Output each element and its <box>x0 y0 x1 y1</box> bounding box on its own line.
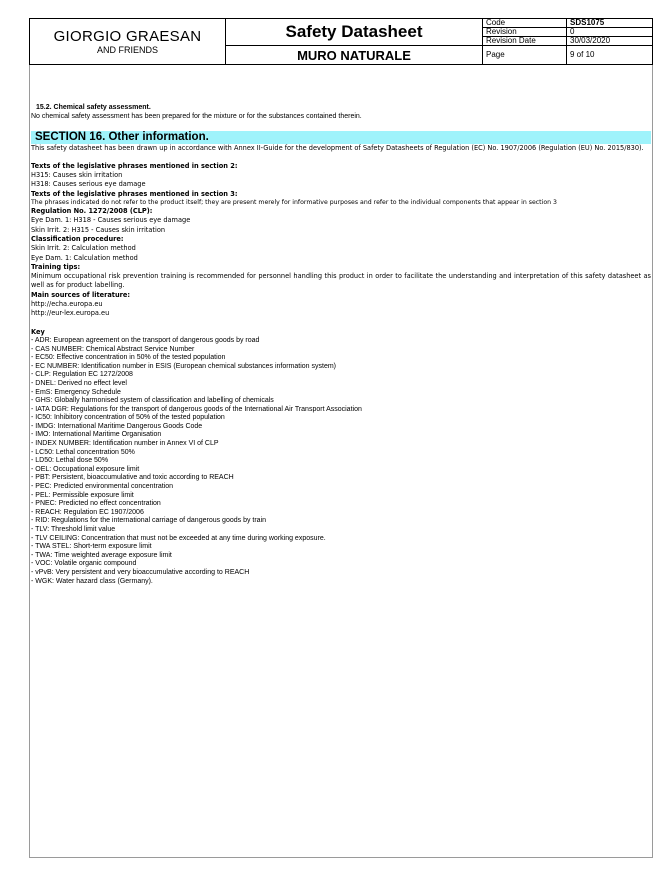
phrase-h315: H315: Causes skin irritation <box>31 171 123 180</box>
section-16-heading: SECTION 16. Other information. <box>31 131 651 144</box>
meta-revision-value: 0 <box>567 28 653 37</box>
meta-revision-date-label: Revision Date <box>483 37 567 46</box>
key-item: - TWA: Time weighted average exposure limit <box>31 551 172 559</box>
section-15-2-text: No chemical safety assessment has been prepared for the mixture or for the substances contained therein. <box>31 113 362 121</box>
key-item: - PEL: Permissible exposure limit <box>31 491 134 499</box>
meta-revision-label: Revision <box>483 28 567 37</box>
key-item: - GHS: Globally harmonised system of classification and labelling of chemicals <box>31 397 274 405</box>
meta-code-value: SDS1075 <box>567 19 653 28</box>
key-item: - RID: Regulations for the international carriage of dangerous goods by train <box>31 517 267 525</box>
meta-code-label: Code <box>483 19 567 28</box>
key-item: - CLP: Regulation EC 1272/2008 <box>31 371 133 379</box>
key-item: - WGK: Water hazard class (Germany). <box>31 577 153 585</box>
clp-item: Eye Dam. 1: H318 - Causes serious eye damage <box>31 216 191 225</box>
key-item: - IC50: Inhibitory concentration of 50% of the tested population <box>31 414 225 422</box>
key-item: - vPvB: Very persistent and very bioaccumulative according to REACH <box>31 568 250 576</box>
key-item: - LC50: Lethal concentration 50% <box>31 448 135 456</box>
phrases3-text: The phrases indicated do not refer to the product itself; they are present merely for informative purposes and refer to the individual components that appear in section 3 <box>31 199 557 207</box>
key-item: - VOC: Volatile organic compound <box>31 560 137 568</box>
literature-title: Main sources of literature: <box>31 290 131 299</box>
company-cell <box>30 19 226 65</box>
key-item: - TLV CEILING: Concentration that must not be exceeded at any time during working exposure. <box>31 534 326 542</box>
key-item: - LD50: Lethal dose 50% <box>31 457 109 465</box>
key-title: Key <box>31 327 45 336</box>
clp-title: Regulation No. 1272/2008 (CLP): <box>31 207 153 216</box>
key-item: - ADR: European agreement on the transport of dangerous goods by road <box>31 336 260 344</box>
key-item: - INDEX NUMBER: Identification number in Annex VI of CLP <box>31 440 219 448</box>
key-list <box>31 337 651 586</box>
key-item: - TLV: Threshold limit value <box>31 526 116 533</box>
meta-page-label: Page <box>483 46 567 65</box>
training-title: Training tips: <box>31 262 81 271</box>
product-name: MURO NATURALE <box>226 46 483 65</box>
meta-page-value: 9 of 10 <box>567 46 653 65</box>
company-name: GIORGIO GRAESAN <box>53 27 202 45</box>
literature-link: http://echa.europa.eu <box>31 300 103 309</box>
key-item: - REACH: Regulation EC 1907/2006 <box>31 508 144 516</box>
section-16-intro: This safety datasheet has been drawn up in accordance with Annex II-Guide for the development of Safety Datasheets of Regulation (EC) No. 1907/2006 (Regulation (EU) No. 2015/830). <box>31 143 644 152</box>
key-item: - DNEL: Derived no effect level <box>31 379 127 387</box>
key-item: - PEC: Predicted environmental concentration <box>31 483 174 491</box>
clp-item: Skin Irrit. 2: H315 - Causes skin irritation <box>31 225 166 234</box>
key-item: - EC50: Effective concentration in 50% of the tested population <box>31 354 226 362</box>
training-text: Minimum occupational risk prevention training is recommended for personnel handling this product in order to facilitate the understanding and interpretation of this safety datasheet as well as for product labelling. <box>31 272 651 290</box>
key-item: - EmS: Emergency Schedule <box>31 388 121 396</box>
section-15-2-heading: 15.2. Chemical safety assessment. <box>36 104 151 111</box>
key-item: - PNEC: Predicted no effect concentration <box>31 500 161 508</box>
classification-title: Classification procedure: <box>31 234 124 243</box>
doc-title: Safety Datasheet <box>226 19 483 46</box>
phrase-h318: H318: Causes serious eye damage <box>31 180 146 189</box>
classification-item: Eye Dam. 1: Calculation method <box>31 253 138 262</box>
company-subtitle: AND FRIENDS <box>96 44 158 55</box>
phrases3-title: Texts of the legislative phrases mentioned in section 3: <box>31 189 238 198</box>
key-item: - IMO: International Maritime Organisation <box>31 431 162 439</box>
key-item: - IMDG: International Maritime Dangerous Goods Code <box>31 422 203 430</box>
key-item: - PBT: Persistent, bioaccumulative and toxic according to REACH <box>31 474 234 482</box>
page-content <box>31 103 651 586</box>
document-header <box>29 18 653 65</box>
key-item: - CAS NUMBER: Chemical Abstract Service Number <box>31 345 195 353</box>
classification-item: Skin Irrit. 2: Calculation method <box>31 244 136 253</box>
key-item: - EC NUMBER: Identification number in ESIS (European chemical substances information system) <box>31 362 337 370</box>
key-item: - IATA DGR: Regulations for the transport of dangerous goods of the International Air Transport Association <box>31 405 362 413</box>
key-item: - TWA STEL: Short-term exposure limit <box>31 543 152 551</box>
meta-revision-date-value: 30/03/2020 <box>567 37 653 46</box>
literature-link: http://eur-lex.europa.eu <box>31 309 110 318</box>
key-item: - OEL: Occupational exposure limit <box>31 465 140 473</box>
phrases2-title: Texts of the legislative phrases mentioned in section 2: <box>31 161 238 170</box>
